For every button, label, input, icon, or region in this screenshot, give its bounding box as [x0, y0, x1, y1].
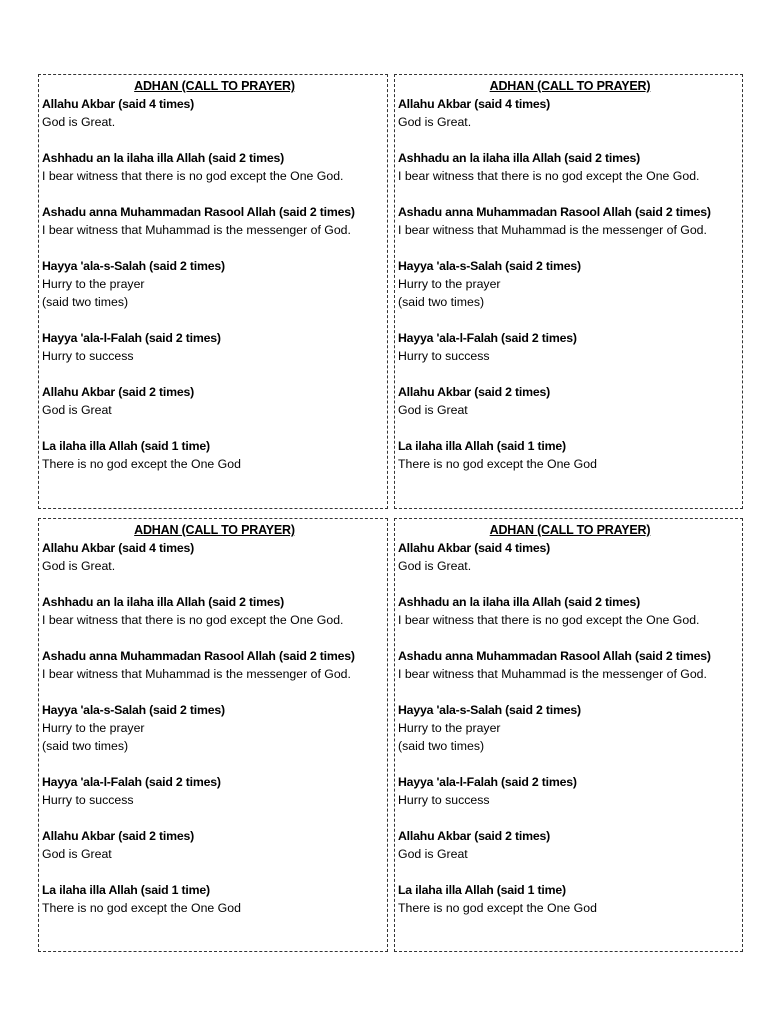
english-translation: I bear witness that there is no god except the One God.	[42, 169, 344, 183]
verse-block	[398, 647, 742, 683]
verse-block	[42, 149, 387, 185]
arabic-transliteration: Hayya 'ala-l-Falah (said 2 times)	[42, 775, 221, 789]
arabic-transliteration: Hayya 'ala-s-Salah (said 2 times)	[398, 703, 581, 717]
arabic-transliteration: Allahu Akbar (said 2 times)	[398, 385, 550, 399]
arabic-transliteration: La ilaha illa Allah (said 1 time)	[398, 439, 566, 453]
verse-block	[398, 539, 742, 575]
verse-block	[42, 437, 387, 473]
arabic-transliteration: Allahu Akbar (said 2 times)	[42, 385, 194, 399]
arabic-transliteration: La ilaha illa Allah (said 1 time)	[42, 439, 210, 453]
english-translation: There is no god except the One God	[398, 901, 597, 915]
arabic-transliteration: La ilaha illa Allah (said 1 time)	[42, 883, 210, 897]
english-translation: God is Great.	[398, 115, 472, 129]
verse-block	[398, 257, 742, 311]
verse-block	[398, 329, 742, 365]
arabic-transliteration: Hayya 'ala-l-Falah (said 2 times)	[398, 775, 577, 789]
english-translation: I bear witness that Muhammad is the messenger of God.	[398, 667, 707, 681]
arabic-transliteration: Allahu Akbar (said 4 times)	[398, 541, 550, 555]
english-translation: Hurry to the prayer	[398, 277, 501, 291]
english-translation: Hurry to success	[398, 793, 490, 807]
arabic-transliteration: Ashhadu an la ilaha illa Allah (said 2 times)	[42, 595, 285, 609]
english-translation: God is Great	[398, 403, 468, 417]
adhan-card-bottom-right	[394, 518, 743, 952]
english-translation: Hurry to the prayer	[42, 277, 145, 291]
verse-block	[398, 827, 742, 863]
english-translation: I bear witness that there is no god except the One God.	[398, 613, 700, 627]
english-translation: There is no god except the One God	[42, 457, 241, 471]
verse-block	[42, 593, 387, 629]
english-translation: God is Great.	[42, 115, 116, 129]
adhan-card-top-left	[38, 74, 388, 509]
verse-block	[398, 149, 742, 185]
arabic-transliteration: Hayya 'ala-l-Falah (said 2 times)	[42, 331, 221, 345]
english-translation: Hurry to success	[42, 349, 134, 363]
english-translation: I bear witness that there is no god except the One God.	[398, 169, 700, 183]
english-translation: Hurry to the prayer	[42, 721, 145, 735]
verse-block	[42, 539, 387, 575]
card-title: ADHAN (CALL TO PRAYER)	[489, 79, 651, 93]
arabic-transliteration: Hayya 'ala-s-Salah (said 2 times)	[42, 703, 225, 717]
arabic-transliteration: Ashadu anna Muhammadan Rasool Allah (said 2 times)	[42, 649, 355, 663]
english-translation: (said two times)	[42, 295, 129, 309]
arabic-transliteration: La ilaha illa Allah (said 1 time)	[398, 883, 566, 897]
english-translation: God is Great	[398, 847, 468, 861]
english-translation: God is Great	[42, 403, 112, 417]
verse-block	[42, 773, 387, 809]
verse-block	[42, 95, 387, 131]
arabic-transliteration: Ashhadu an la ilaha illa Allah (said 2 times)	[398, 595, 641, 609]
verse-block	[42, 827, 387, 863]
verse-block	[42, 257, 387, 311]
verse-block	[42, 383, 387, 419]
verse-block	[398, 773, 742, 809]
verse-block	[398, 203, 742, 239]
english-translation: I bear witness that Muhammad is the messenger of God.	[398, 223, 707, 237]
verse-block	[398, 95, 742, 131]
arabic-transliteration: Allahu Akbar (said 2 times)	[398, 829, 550, 843]
verse-block	[42, 881, 387, 917]
arabic-transliteration: Ashhadu an la ilaha illa Allah (said 2 times)	[42, 151, 285, 165]
arabic-transliteration: Hayya 'ala-s-Salah (said 2 times)	[42, 259, 225, 273]
english-translation: There is no god except the One God	[42, 901, 241, 915]
arabic-transliteration: Allahu Akbar (said 4 times)	[398, 97, 550, 111]
english-translation: (said two times)	[42, 739, 129, 753]
verse-block	[42, 647, 387, 683]
card-title: ADHAN (CALL TO PRAYER)	[489, 523, 651, 537]
english-translation: Hurry to success	[42, 793, 134, 807]
english-translation: Hurry to success	[398, 349, 490, 363]
arabic-transliteration: Ashhadu an la ilaha illa Allah (said 2 times)	[398, 151, 641, 165]
verse-block	[398, 701, 742, 755]
arabic-transliteration: Hayya 'ala-s-Salah (said 2 times)	[398, 259, 581, 273]
verse-block	[398, 593, 742, 629]
card-title: ADHAN (CALL TO PRAYER)	[134, 79, 295, 93]
english-translation: I bear witness that there is no god except the One God.	[42, 613, 344, 627]
verse-block	[42, 203, 387, 239]
english-translation: God is Great.	[42, 559, 116, 573]
english-translation: God is Great	[42, 847, 112, 861]
verse-block	[42, 329, 387, 365]
arabic-transliteration: Ashadu anna Muhammadan Rasool Allah (said 2 times)	[398, 205, 711, 219]
english-translation: (said two times)	[398, 739, 485, 753]
english-translation: Hurry to the prayer	[398, 721, 501, 735]
arabic-transliteration: Allahu Akbar (said 4 times)	[42, 97, 194, 111]
english-translation: I bear witness that Muhammad is the messenger of God.	[42, 667, 351, 681]
verse-block	[42, 701, 387, 755]
adhan-card-top-right	[394, 74, 743, 509]
arabic-transliteration: Allahu Akbar (said 4 times)	[42, 541, 194, 555]
arabic-transliteration: Ashadu anna Muhammadan Rasool Allah (said 2 times)	[398, 649, 711, 663]
verse-block	[398, 383, 742, 419]
verse-block	[398, 437, 742, 473]
arabic-transliteration: Hayya 'ala-l-Falah (said 2 times)	[398, 331, 577, 345]
english-translation: I bear witness that Muhammad is the messenger of God.	[42, 223, 351, 237]
card-title: ADHAN (CALL TO PRAYER)	[134, 523, 295, 537]
arabic-transliteration: Ashadu anna Muhammadan Rasool Allah (said 2 times)	[42, 205, 355, 219]
arabic-transliteration: Allahu Akbar (said 2 times)	[42, 829, 194, 843]
adhan-card-bottom-left	[38, 518, 388, 952]
english-translation: There is no god except the One God	[398, 457, 597, 471]
verse-block	[398, 881, 742, 917]
english-translation: (said two times)	[398, 295, 485, 309]
english-translation: God is Great.	[398, 559, 472, 573]
